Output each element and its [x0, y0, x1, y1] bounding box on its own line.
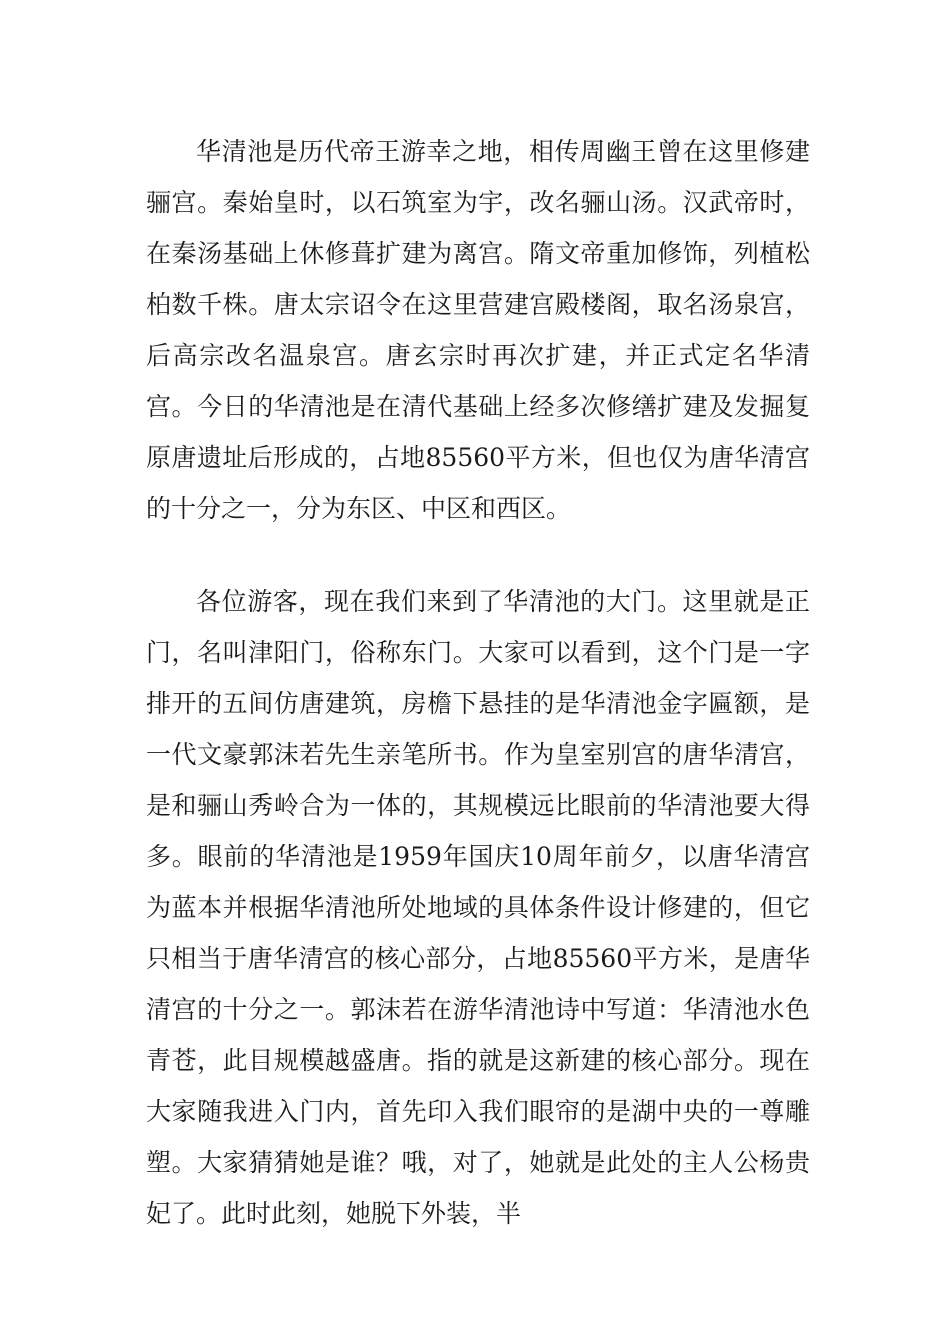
paragraph-huaqing-history: 华清池是历代帝王游幸之地，相传周幽王曾在这里修建骊宫。秦始皇时，以石筑室为宇，改名骊山汤。汉武帝时，在秦汤基础上休修葺扩建为离宫。隋文帝重加修饰，列植松柏数千株。唐太宗诏令在这里营建宫殿楼阁，取名汤泉宫，后高宗改名温泉宫。唐玄宗时再次扩建，并正式定名华清宫。今日的华清池是在清代基础上经多次修缮扩建及发掘复原唐遗址后形成的，占地85560平方米，但也仅为唐华清宫的十分之一，分为东区、中区和西区。: [146, 137, 810, 523]
paragraph-main-gate-tour: 各位游客，现在我们来到了华清池的大门。这里就是正门，名叫津阳门，俗称东门。大家可以看到，这个门是一字排开的五间仿唐建筑，房檐下悬挂的是华清池金字匾额，是一代文豪郭沫若先生亲笔所书。作为皇室别宫的唐华清宫，是和骊山秀岭合为一体的，其规模远比眼前的华清池要大得多。眼前的华清池是1959年国庆10周年前夕，以唐华清宫为蓝本并根据华清池所处地域的具体条件设计修建的，但它只相当于唐华清宫的核心部分，占地85560平方米，是唐华清宫的十分之一。郭沫若在游华清池诗中写道：华清池水色青苍，此目规模越盛唐。指的就是这新建的核心部分。现在大家随我进入门内，首先印入我们眼帘的是湖中央的一尊雕塑。大家猜猜她是谁？哦，对了，她就是此处的主人公杨贵妃了。此时此刻，她脱下外装，半: [146, 587, 810, 1228]
